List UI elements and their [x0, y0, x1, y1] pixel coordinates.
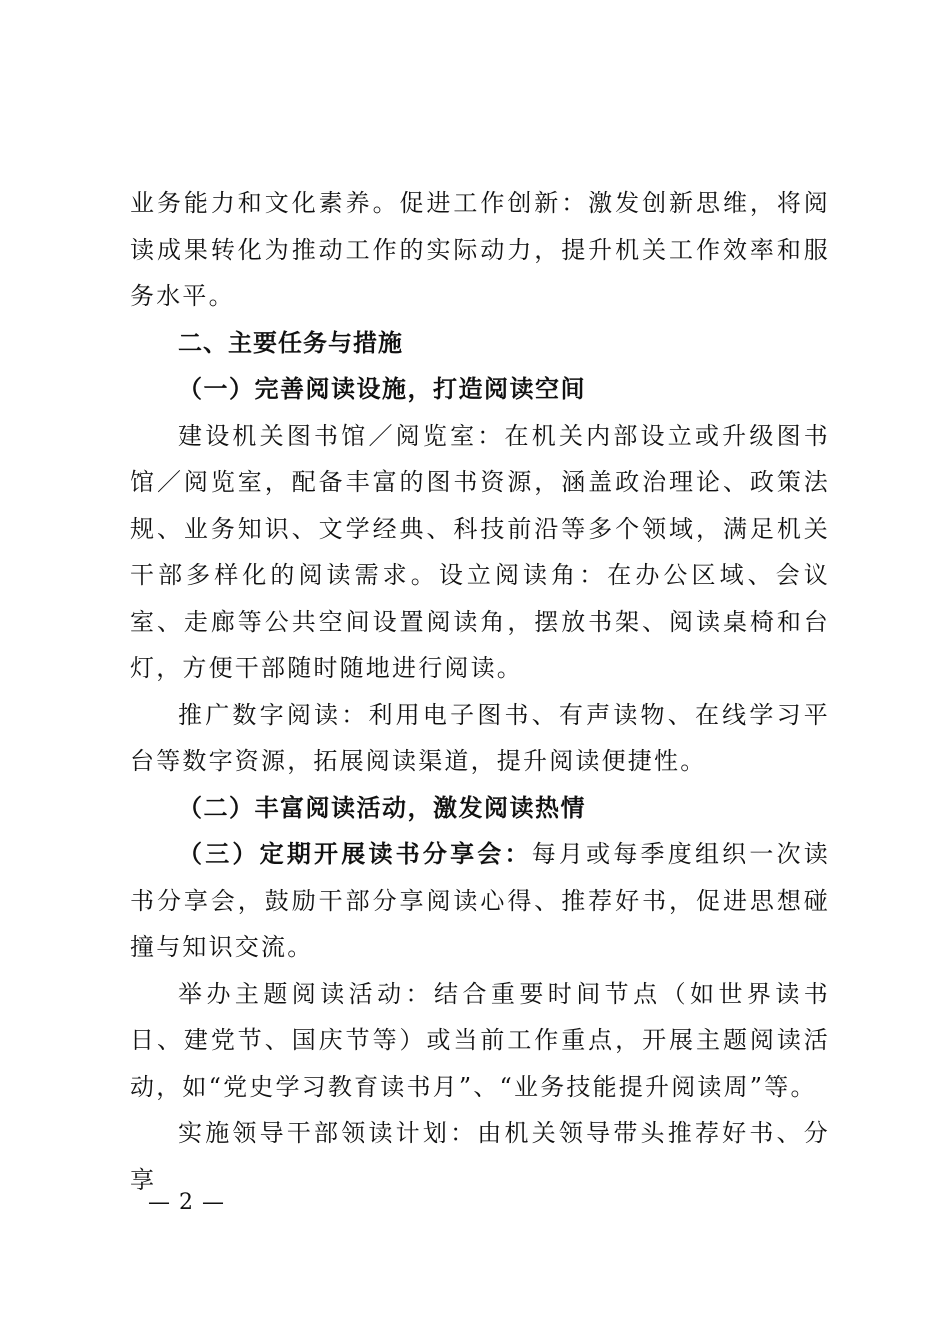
document-body — [130, 180, 830, 1203]
page-number: — 2 — — [148, 1190, 225, 1215]
paragraph — [130, 831, 830, 971]
section-heading: 二、主要任务与措施 — [178, 328, 403, 357]
paragraph-text: 每月或每季度组织一次读书分享会，鼓励干部分享阅读心得、推荐好书，促进思想碰撞与知识交流。 — [130, 840, 830, 961]
paragraph: 实施领导干部领读计划：由机关领导带头推荐好书、分享 — [130, 1119, 830, 1194]
paragraph: 业务能力和文化素养。促进工作创新：激发创新思维，将阅读成果转化为推动工作的实际动力，提升机关工作效率和服务水平。 — [130, 189, 830, 310]
paragraph: 建设机关图书馆／阅览室：在机关内部设立或升级图书馆／阅览室，配备丰富的图书资源，涵盖政治理论、政策法规、业务知识、文学经典、科技前沿等多个领域，满足机关干部多样化的阅读需求。设立阅读角：在办公区域、会议室、走廊等公共空间设置阅读角，摆放书架、阅读桌椅和台灯，方便干部随时随地进行阅读。 — [130, 421, 830, 682]
paragraph: 举办主题阅读活动：结合重要时间节点（如世界读书日、建党节、国庆节等）或当前工作重点，开展主题阅读活动，如“党史学习教育读书月”、“业务技能提升阅读周”等。 — [130, 979, 830, 1101]
subsection-heading: （一）完善阅读设施，打造阅读空间 — [178, 374, 586, 403]
paragraph: 推广数字阅读：利用电子图书、有声读物、在线学习平台等数字资源，拓展阅读渠道，提升阅读便捷性。 — [130, 700, 830, 775]
inline-subheading: （三）定期开展读书分享会： — [178, 839, 532, 868]
subsection-heading: （二）丰富阅读活动，激发阅读热情 — [178, 792, 586, 822]
